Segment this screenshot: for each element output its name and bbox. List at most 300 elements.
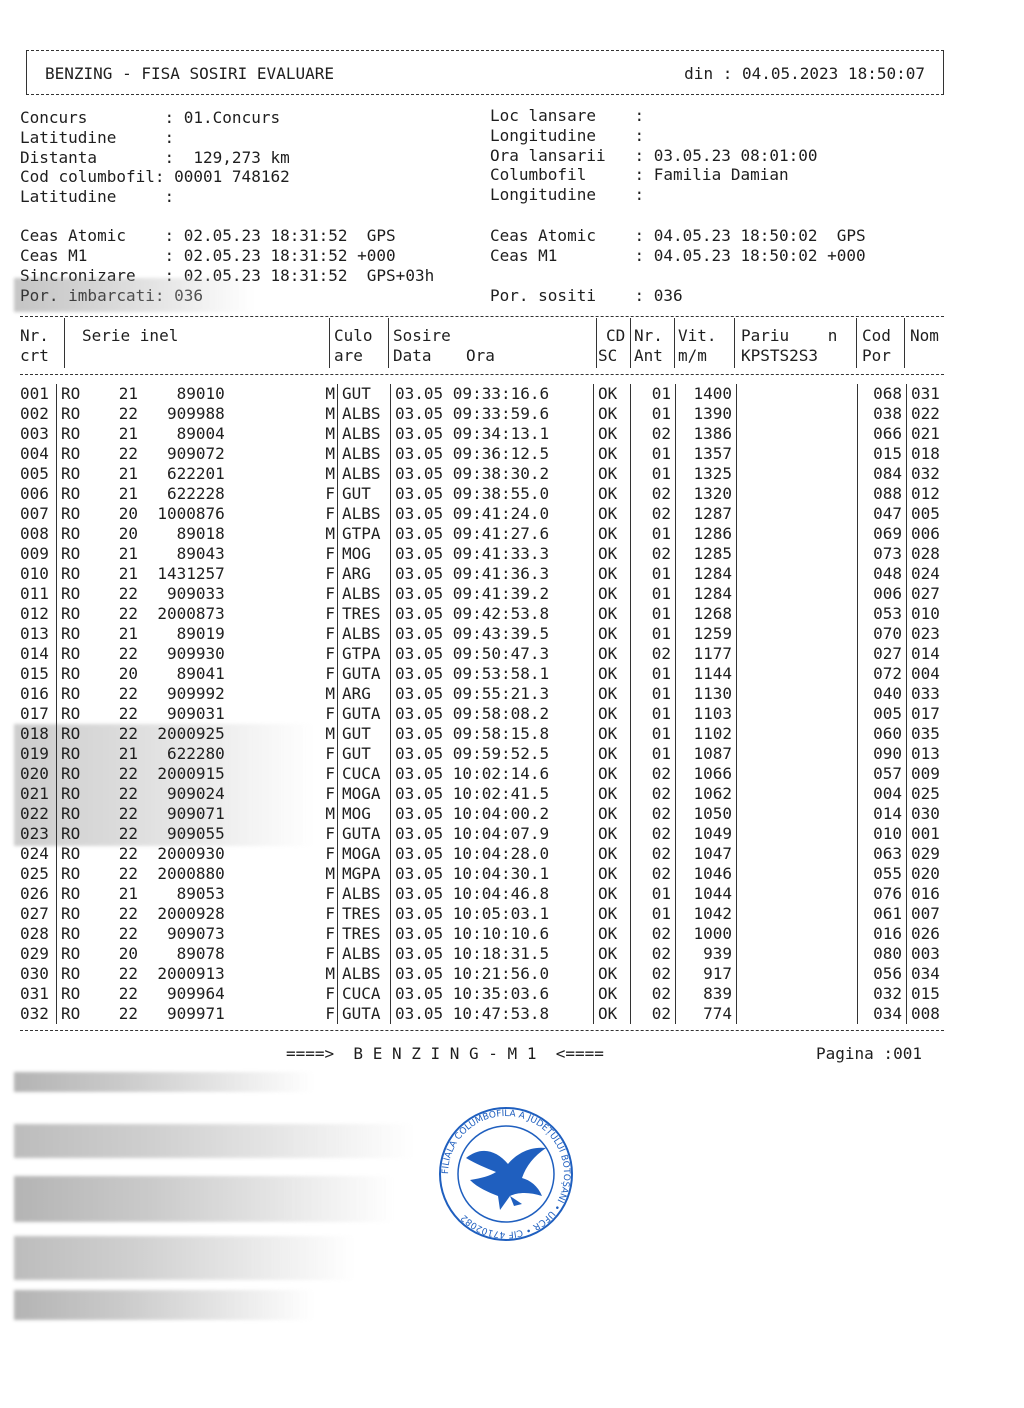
row-cd: OK [594, 504, 631, 524]
row-ant: 02 [631, 924, 676, 944]
row-sex: F [319, 584, 338, 604]
row-sex: M [319, 444, 338, 464]
table-row [20, 844, 947, 864]
row-cd: OK [594, 384, 631, 404]
table-row [20, 404, 947, 424]
row-sex: F [319, 764, 338, 784]
row-nom: 020 [911, 864, 940, 883]
table-row [20, 604, 947, 624]
row-vit: 1000 [676, 924, 737, 944]
row-pariu [737, 444, 858, 464]
row-serie-inel: RO 22 909055 [61, 824, 225, 843]
row-culoare: ALBS [338, 884, 391, 904]
row-pariu [737, 924, 858, 944]
row-pariu [737, 744, 858, 764]
row-pariu [737, 964, 858, 984]
table-row [20, 484, 947, 504]
table-row [20, 984, 947, 1004]
row-cd: OK [594, 704, 631, 724]
row-cod: 070 [858, 624, 907, 644]
row-nr: 008 [20, 524, 57, 544]
table-row [20, 424, 947, 444]
row-sosire: 03.05 10:02:14.6 [391, 764, 594, 784]
col-serie: Serie inel [82, 326, 179, 345]
row-serie-inel: RO 22 909992 [61, 684, 225, 703]
row-nom: 001 [911, 824, 940, 843]
row-pariu [737, 904, 858, 924]
row-sosire: 03.05 09:41:39.2 [391, 584, 594, 604]
row-sosire: 03.05 09:50:47.3 [391, 644, 594, 664]
row-sosire: 03.05 09:59:52.5 [391, 744, 594, 764]
table-row [20, 804, 947, 824]
row-nr: 026 [20, 884, 57, 904]
row-cd: OK [594, 464, 631, 484]
row-sex: M [319, 384, 338, 404]
row-serie-inel: RO 22 909073 [61, 924, 225, 943]
row-nr: 006 [20, 484, 57, 504]
row-cod: 053 [858, 604, 907, 624]
row-nr: 030 [20, 964, 57, 984]
row-culoare: ARG [338, 564, 391, 584]
row-cod: 060 [858, 724, 907, 744]
row-pariu [737, 864, 858, 884]
row-nr: 024 [20, 844, 57, 864]
row-cd: OK [594, 784, 631, 804]
row-pariu [737, 704, 858, 724]
hdr-divider [388, 318, 389, 368]
row-sosire: 03.05 09:41:36.3 [391, 564, 594, 584]
row-cd: OK [594, 444, 631, 464]
hdr-divider [329, 318, 330, 368]
row-sosire: 03.05 09:58:08.2 [391, 704, 594, 724]
row-cd: OK [594, 684, 631, 704]
row-cd: OK [594, 484, 631, 504]
row-serie-inel: RO 22 909964 [61, 984, 225, 1003]
row-culoare: GUTA [338, 824, 391, 844]
row-nom: 009 [911, 764, 940, 783]
row-culoare: CUCA [338, 984, 391, 1004]
print-smudge [14, 278, 254, 312]
row-ant: 01 [631, 384, 676, 404]
row-nr: 025 [20, 864, 57, 884]
row-vit: 1320 [676, 484, 737, 504]
row-cd: OK [594, 884, 631, 904]
row-serie-inel: RO 22 2000928 [61, 904, 225, 923]
row-vit: 1286 [676, 524, 737, 544]
col-nom: Nom [910, 326, 939, 345]
col-sc: SC [598, 346, 618, 365]
row-sosire: 03.05 09:41:33.3 [391, 544, 594, 564]
row-serie-inel: RO 22 909971 [61, 1004, 225, 1023]
clock-left-0: Ceas Atomic : 02.05.23 18:31:52 GPS [20, 226, 396, 245]
row-sosire: 03.05 09:43:39.5 [391, 624, 594, 644]
row-nr: 027 [20, 904, 57, 924]
row-nom: 003 [911, 944, 940, 963]
row-sosire: 03.05 09:33:16.6 [391, 384, 594, 404]
row-cd: OK [594, 744, 631, 764]
table-row [20, 704, 947, 724]
row-pariu [737, 604, 858, 624]
row-culoare: ALBS [338, 464, 391, 484]
row-cod: 016 [858, 924, 907, 944]
header-bottom-rule [26, 94, 944, 95]
clock-right-0: Ceas Atomic : 04.05.23 18:50:02 GPS [490, 226, 866, 245]
row-cd: OK [594, 624, 631, 644]
row-ant: 01 [631, 584, 676, 604]
row-sex: F [319, 924, 338, 944]
row-serie-inel: RO 20 89018 [61, 524, 225, 543]
row-ant: 02 [631, 1004, 676, 1024]
row-vit: 1357 [676, 444, 737, 464]
row-sex: M [319, 524, 338, 544]
row-sex: M [319, 804, 338, 824]
row-sosire: 03.05 09:38:55.0 [391, 484, 594, 504]
row-sosire: 03.05 10:35:03.6 [391, 984, 594, 1004]
row-sosire: 03.05 10:04:28.0 [391, 844, 594, 864]
row-cd: OK [594, 664, 631, 684]
row-ant: 02 [631, 644, 676, 664]
row-nom: 012 [911, 484, 940, 503]
print-smudge [14, 1236, 354, 1280]
row-sosire: 03.05 09:55:21.3 [391, 684, 594, 704]
row-culoare: ARG [338, 684, 391, 704]
row-nr: 011 [20, 584, 57, 604]
row-serie-inel: RO 20 89078 [61, 944, 225, 963]
row-ant: 02 [631, 984, 676, 1004]
row-cd: OK [594, 1004, 631, 1024]
row-ant: 01 [631, 904, 676, 924]
row-cod: 027 [858, 644, 907, 664]
row-serie-inel: RO 22 909024 [61, 784, 225, 803]
row-culoare: ALBS [338, 424, 391, 444]
row-nr: 032 [20, 1004, 57, 1024]
row-vit: 1268 [676, 604, 737, 624]
row-nr: 003 [20, 424, 57, 444]
row-sex: F [319, 664, 338, 684]
row-sex: F [319, 504, 338, 524]
row-cod: 055 [858, 864, 907, 884]
col-nr-ant: Nr. [634, 326, 663, 345]
row-culoare: ALBS [338, 964, 391, 984]
row-nr: 004 [20, 444, 57, 464]
row-nom: 028 [911, 544, 940, 563]
row-serie-inel: RO 21 1431257 [61, 564, 225, 583]
row-nom: 035 [911, 724, 940, 743]
table-row [20, 644, 947, 664]
table-top-rule [20, 316, 944, 317]
row-nom: 034 [911, 964, 940, 983]
row-nom: 008 [911, 1004, 940, 1023]
print-smudge [14, 1176, 394, 1222]
row-nr: 007 [20, 504, 57, 524]
row-sex: F [319, 644, 338, 664]
row-sex: F [319, 1004, 338, 1024]
row-serie-inel: RO 21 622280 [61, 744, 225, 763]
row-pariu [737, 644, 858, 664]
row-sosire: 03.05 09:34:13.1 [391, 424, 594, 444]
row-nom: 029 [911, 844, 940, 863]
row-cd: OK [594, 824, 631, 844]
row-vit: 1325 [676, 464, 737, 484]
row-nr: 014 [20, 644, 57, 664]
row-nom: 017 [911, 704, 940, 723]
row-serie-inel: RO 22 2000925 [61, 724, 225, 743]
row-vit: 1044 [676, 884, 737, 904]
row-ant: 01 [631, 604, 676, 624]
hdr-divider [856, 318, 857, 368]
table-row [20, 764, 947, 784]
col-kpsts: KPSTS2S3 [741, 346, 819, 365]
row-pariu [737, 384, 858, 404]
row-vit: 1046 [676, 864, 737, 884]
row-vit: 1259 [676, 624, 737, 644]
row-serie-inel: RO 22 2000913 [61, 964, 225, 983]
row-cod: 005 [858, 704, 907, 724]
info-left-1: Latitudine : [20, 128, 175, 147]
row-nr: 005 [20, 464, 57, 484]
row-vit: 1087 [676, 744, 737, 764]
row-ant: 02 [631, 784, 676, 804]
clock-left-2: Sincronizare : 02.05.23 18:31:52 GPS+03h [20, 266, 435, 285]
table-row [20, 784, 947, 804]
row-vit: 1047 [676, 844, 737, 864]
table-row [20, 684, 947, 704]
row-cd: OK [594, 584, 631, 604]
row-culoare: TRES [338, 904, 391, 924]
table-row [20, 944, 947, 964]
row-cod: 056 [858, 964, 907, 984]
table-row [20, 464, 947, 484]
row-pariu [737, 984, 858, 1004]
row-sex: F [319, 844, 338, 864]
row-culoare: TRES [338, 604, 391, 624]
col-cd: CD [606, 326, 626, 345]
row-sosire: 03.05 09:41:24.0 [391, 504, 594, 524]
table-row [20, 884, 947, 904]
row-cod: 072 [858, 664, 907, 684]
row-nr: 028 [20, 924, 57, 944]
row-nom: 021 [911, 424, 940, 443]
table-row [20, 384, 947, 404]
row-vit: 1049 [676, 824, 737, 844]
row-cd: OK [594, 844, 631, 864]
row-nom: 022 [911, 404, 940, 423]
row-vit: 939 [676, 944, 737, 964]
row-serie-inel: RO 22 2000873 [61, 604, 225, 623]
table-row [20, 924, 947, 944]
row-pariu [737, 784, 858, 804]
row-ant: 02 [631, 964, 676, 984]
row-culoare: GTPA [338, 524, 391, 544]
row-cod: 073 [858, 544, 907, 564]
hdr-divider [904, 318, 905, 368]
row-nom: 013 [911, 744, 940, 763]
info-left-0: Concurs : 01.Concurs [20, 108, 281, 127]
row-sosire: 03.05 10:04:46.8 [391, 884, 594, 904]
table-bottom-rule [20, 1030, 944, 1031]
row-vit: 1102 [676, 724, 737, 744]
row-pariu [737, 824, 858, 844]
row-cod: 063 [858, 844, 907, 864]
row-cd: OK [594, 644, 631, 664]
row-culoare: MOGA [338, 844, 391, 864]
row-nr: 022 [20, 804, 57, 824]
row-culoare: GTPA [338, 644, 391, 664]
row-sex: M [319, 864, 338, 884]
row-sosire: 03.05 09:38:30.2 [391, 464, 594, 484]
row-cd: OK [594, 944, 631, 964]
row-vit: 1400 [676, 384, 737, 404]
footer-banner: ====> B E N Z I N G - M 1 <==== [286, 1044, 604, 1063]
info-right-0: Loc lansare : [490, 106, 645, 125]
report-title: BENZING - FISA SOSIRI EVALUARE [45, 64, 334, 83]
col-pariu: Pariu n [741, 326, 838, 345]
row-serie-inel: RO 21 89004 [61, 424, 225, 443]
row-pariu [737, 544, 858, 564]
row-sosire: 03.05 09:42:53.8 [391, 604, 594, 624]
clock-left-1: Ceas M1 : 02.05.23 18:31:52 +000 [20, 246, 396, 265]
row-culoare: MOGA [338, 784, 391, 804]
row-vit: 1050 [676, 804, 737, 824]
row-serie-inel: RO 22 909930 [61, 644, 225, 663]
row-culoare: ALBS [338, 584, 391, 604]
table-row [20, 724, 947, 744]
row-nom: 032 [911, 464, 940, 483]
row-ant: 02 [631, 844, 676, 864]
row-serie-inel: RO 22 909072 [61, 444, 225, 463]
table-row [20, 864, 947, 884]
row-culoare: GUTA [338, 704, 391, 724]
row-sosire: 03.05 10:47:53.8 [391, 1004, 594, 1024]
row-nom: 031 [911, 384, 940, 403]
table-row [20, 824, 947, 844]
row-cd: OK [594, 964, 631, 984]
row-cod: 032 [858, 984, 907, 1004]
row-serie-inel: RO 21 622228 [61, 484, 225, 503]
row-sosire: 03.05 09:53:58.1 [391, 664, 594, 684]
row-nr: 019 [20, 744, 57, 764]
row-cod: 088 [858, 484, 907, 504]
row-vit: 1103 [676, 704, 737, 724]
row-pariu [737, 884, 858, 904]
row-serie-inel: RO 22 909071 [61, 804, 225, 823]
row-ant: 01 [631, 684, 676, 704]
row-sosire: 03.05 09:41:27.6 [391, 524, 594, 544]
row-sex: F [319, 824, 338, 844]
row-cod: 015 [858, 444, 907, 464]
row-culoare: GUT [338, 384, 391, 404]
table-row [20, 964, 947, 984]
row-culoare: ALBS [338, 404, 391, 424]
row-ant: 01 [631, 524, 676, 544]
row-ant: 02 [631, 864, 676, 884]
row-sex: F [319, 984, 338, 1004]
page-number: Pagina :001 [816, 1044, 922, 1063]
row-sosire: 03.05 10:04:00.2 [391, 804, 594, 824]
row-serie-inel: RO 21 89053 [61, 884, 225, 903]
row-nom: 027 [911, 584, 940, 603]
print-smudge [14, 1290, 314, 1320]
row-vit: 1287 [676, 504, 737, 524]
row-culoare: GUT [338, 744, 391, 764]
row-nom: 026 [911, 924, 940, 943]
row-vit: 1177 [676, 644, 737, 664]
row-cod: 061 [858, 904, 907, 924]
row-nom: 014 [911, 644, 940, 663]
row-pariu [737, 804, 858, 824]
row-sosire: 03.05 10:02:41.5 [391, 784, 594, 804]
row-cod: 076 [858, 884, 907, 904]
col-vit: Vit. [678, 326, 717, 345]
row-nr: 031 [20, 984, 57, 1004]
hdr-divider [734, 318, 735, 368]
row-culoare: MOG [338, 544, 391, 564]
row-nom: 030 [911, 804, 940, 823]
row-sosire: 03.05 10:05:03.1 [391, 904, 594, 924]
row-cod: 048 [858, 564, 907, 584]
info-right-3: Columbofil : Familia Damian [490, 165, 789, 184]
info-right-2: Ora lansarii : 03.05.23 08:01:00 [490, 146, 818, 165]
row-nr: 021 [20, 784, 57, 804]
row-cd: OK [594, 524, 631, 544]
row-cod: 004 [858, 784, 907, 804]
row-serie-inel: RO 22 2000880 [61, 864, 225, 883]
row-pariu [737, 764, 858, 784]
row-pariu [737, 624, 858, 644]
row-cod: 006 [858, 584, 907, 604]
row-vit: 1285 [676, 544, 737, 564]
stamp-graphic [426, 1106, 586, 1242]
row-ant: 02 [631, 824, 676, 844]
hdr-divider [674, 318, 675, 368]
row-nom: 006 [911, 524, 940, 543]
row-culoare: GUT [338, 484, 391, 504]
row-nom: 010 [911, 604, 940, 623]
row-culoare: MOG [338, 804, 391, 824]
row-ant: 01 [631, 724, 676, 744]
row-cod: 066 [858, 424, 907, 444]
row-ant: 01 [631, 464, 676, 484]
row-sex: F [319, 744, 338, 764]
row-nr: 013 [20, 624, 57, 644]
clock-right-3: Por. sositi : 036 [490, 286, 683, 305]
row-ant: 01 [631, 704, 676, 724]
row-culoare: ALBS [338, 944, 391, 964]
row-pariu [737, 484, 858, 504]
row-cd: OK [594, 764, 631, 784]
row-nom: 025 [911, 784, 940, 803]
row-serie-inel: RO 22 909031 [61, 704, 225, 723]
row-serie-inel: RO 20 89041 [61, 664, 225, 683]
row-ant: 01 [631, 884, 676, 904]
row-nom: 016 [911, 884, 940, 903]
row-pariu [737, 404, 858, 424]
info-left-4: Latitudine : [20, 187, 175, 206]
row-ant: 01 [631, 744, 676, 764]
row-nr: 002 [20, 404, 57, 424]
hdr-divider [596, 318, 597, 368]
row-nr: 023 [20, 824, 57, 844]
row-cd: OK [594, 904, 631, 924]
row-serie-inel: RO 22 909033 [61, 584, 225, 603]
col-data: Data [393, 346, 432, 365]
row-culoare: ALBS [338, 444, 391, 464]
table-row [20, 524, 947, 544]
row-ant: 01 [631, 444, 676, 464]
row-pariu [737, 664, 858, 684]
row-cd: OK [594, 864, 631, 884]
row-nr: 020 [20, 764, 57, 784]
